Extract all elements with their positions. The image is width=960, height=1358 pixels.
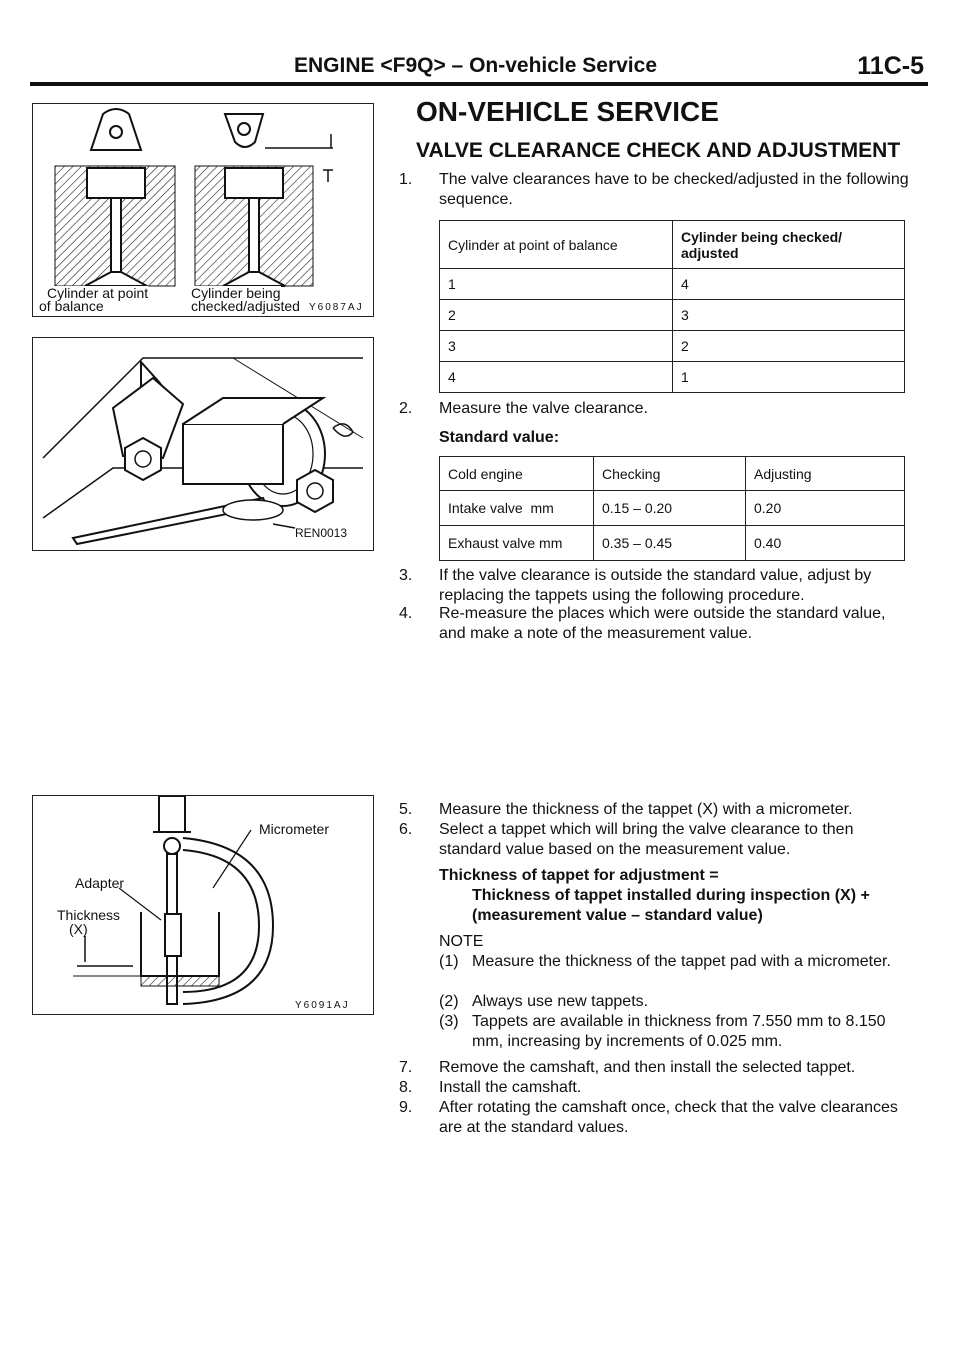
step-text: Re-measure the places which were outside the standard value, and make a note of the measurement value. <box>439 605 886 642</box>
section-subtitle: VALVE CLEARANCE CHECK AND ADJUSTMENT <box>416 139 901 162</box>
figure-code: Y6091AJ <box>295 1000 350 1011</box>
step-number: 2. <box>399 400 413 417</box>
step-text: If the valve clearance is outside the standard value, adjust by replacing the tappets using the following procedure. <box>439 567 872 604</box>
page-number: 11C-5 <box>857 52 924 80</box>
step-text: Install the camshaft. <box>439 1079 582 1096</box>
table-header: Cold engine <box>440 457 594 491</box>
note-label: NOTE <box>439 933 484 950</box>
step-text: The valve clearances have to be checked/adjusted in the following sequence. <box>439 171 909 208</box>
step-number: 3. <box>399 567 413 584</box>
formula-line-3: (measurement value – standard value) <box>472 907 763 924</box>
label-adapter: Adapter <box>75 875 125 891</box>
step-number: 7. <box>399 1059 413 1076</box>
table-cell: 4 <box>673 269 905 300</box>
label-cylinder-balance-2: of balance <box>39 298 104 314</box>
formula-line-1: Thickness of tappet for adjustment = <box>439 867 719 884</box>
figure-valve-positions <box>32 103 374 317</box>
note-1-number: (1) <box>439 953 459 970</box>
step-text: Remove the camshaft, and then install the selected tappet. <box>439 1059 856 1076</box>
table-cell: 4 <box>440 362 673 393</box>
header-title: ENGINE <F9Q> – On-vehicle Service <box>294 54 657 77</box>
table-cell: 0.35 – 0.45 <box>594 526 746 561</box>
label-cylinder-balance-1: Cylinder at point <box>47 285 149 301</box>
figure-code: REN0013 <box>295 526 348 540</box>
table-cell: Intake valve mm <box>440 491 594 526</box>
note-2-text: Always use new tappets. <box>472 993 649 1010</box>
table-header: Checking <box>594 457 746 491</box>
table-cell: 0.40 <box>746 526 905 561</box>
step-number: 9. <box>399 1099 413 1116</box>
table-cell: Exhaust valve mm <box>440 526 594 561</box>
standard-value-table <box>439 456 905 561</box>
table-cell: 2 <box>673 331 905 362</box>
label-thickness: Thickness <box>57 907 121 923</box>
table-header: Adjusting <box>746 457 905 491</box>
note-2-number: (2) <box>439 993 459 1010</box>
figure-code: Y6087AJ <box>309 302 364 313</box>
label-cylinder-checked-1: Cylinder being <box>191 285 281 301</box>
page-header <box>30 52 928 86</box>
label-cylinder-checked-2: checked/adjusted <box>191 298 300 314</box>
figure-micrometer <box>32 795 374 1015</box>
table-cell: 0.20 <box>746 491 905 526</box>
step-2 <box>399 399 909 421</box>
section-title: ON-VEHICLE SERVICE <box>416 96 719 127</box>
step-number: 5. <box>399 801 413 818</box>
table-cell: 3 <box>440 331 673 362</box>
table-cell: 1 <box>673 362 905 393</box>
table-header: Cylinder at point of balance <box>440 221 673 269</box>
standard-value-label: Standard value: <box>439 429 560 446</box>
step-number: 4. <box>399 605 413 622</box>
table-cell: 1 <box>440 269 673 300</box>
label-micrometer: Micrometer <box>259 821 330 837</box>
step-number: 1. <box>399 171 413 188</box>
note-1-text: Measure the thickness of the tappet pad with a micrometer. <box>472 953 891 970</box>
step-number: 6. <box>399 821 413 838</box>
note-3-text: Tappets are available in thickness from 7.550 mm to 8.150 mm, increasing by increments of 0.025 mm. <box>472 1013 886 1050</box>
table-cell: 2 <box>440 300 673 331</box>
table-cell: 0.15 – 0.20 <box>594 491 746 526</box>
feeler-gauge-illustration <box>33 338 373 550</box>
step-number: 8. <box>399 1079 413 1096</box>
figure-feeler-gauge <box>32 337 374 551</box>
table-header: Cylinder being checked/ adjusted <box>673 221 905 269</box>
step-text: Measure the thickness of the tappet (X) with a micrometer. <box>439 801 853 818</box>
formula-line-2: Thickness of tappet installed during inspection (X) + <box>472 887 870 904</box>
step-1 <box>399 170 909 212</box>
note-3-number: (3) <box>439 1013 459 1030</box>
sequence-table <box>439 220 905 393</box>
step-text: Select a tappet which will bring the valve clearance to then standard value based on the measurement value. <box>439 821 854 858</box>
step-text: Measure the valve clearance. <box>439 400 648 417</box>
step-text: After rotating the camshaft once, check that the valve clearances are at the standard values. <box>439 1099 898 1136</box>
label-x: (X) <box>69 921 88 937</box>
table-cell: 3 <box>673 300 905 331</box>
